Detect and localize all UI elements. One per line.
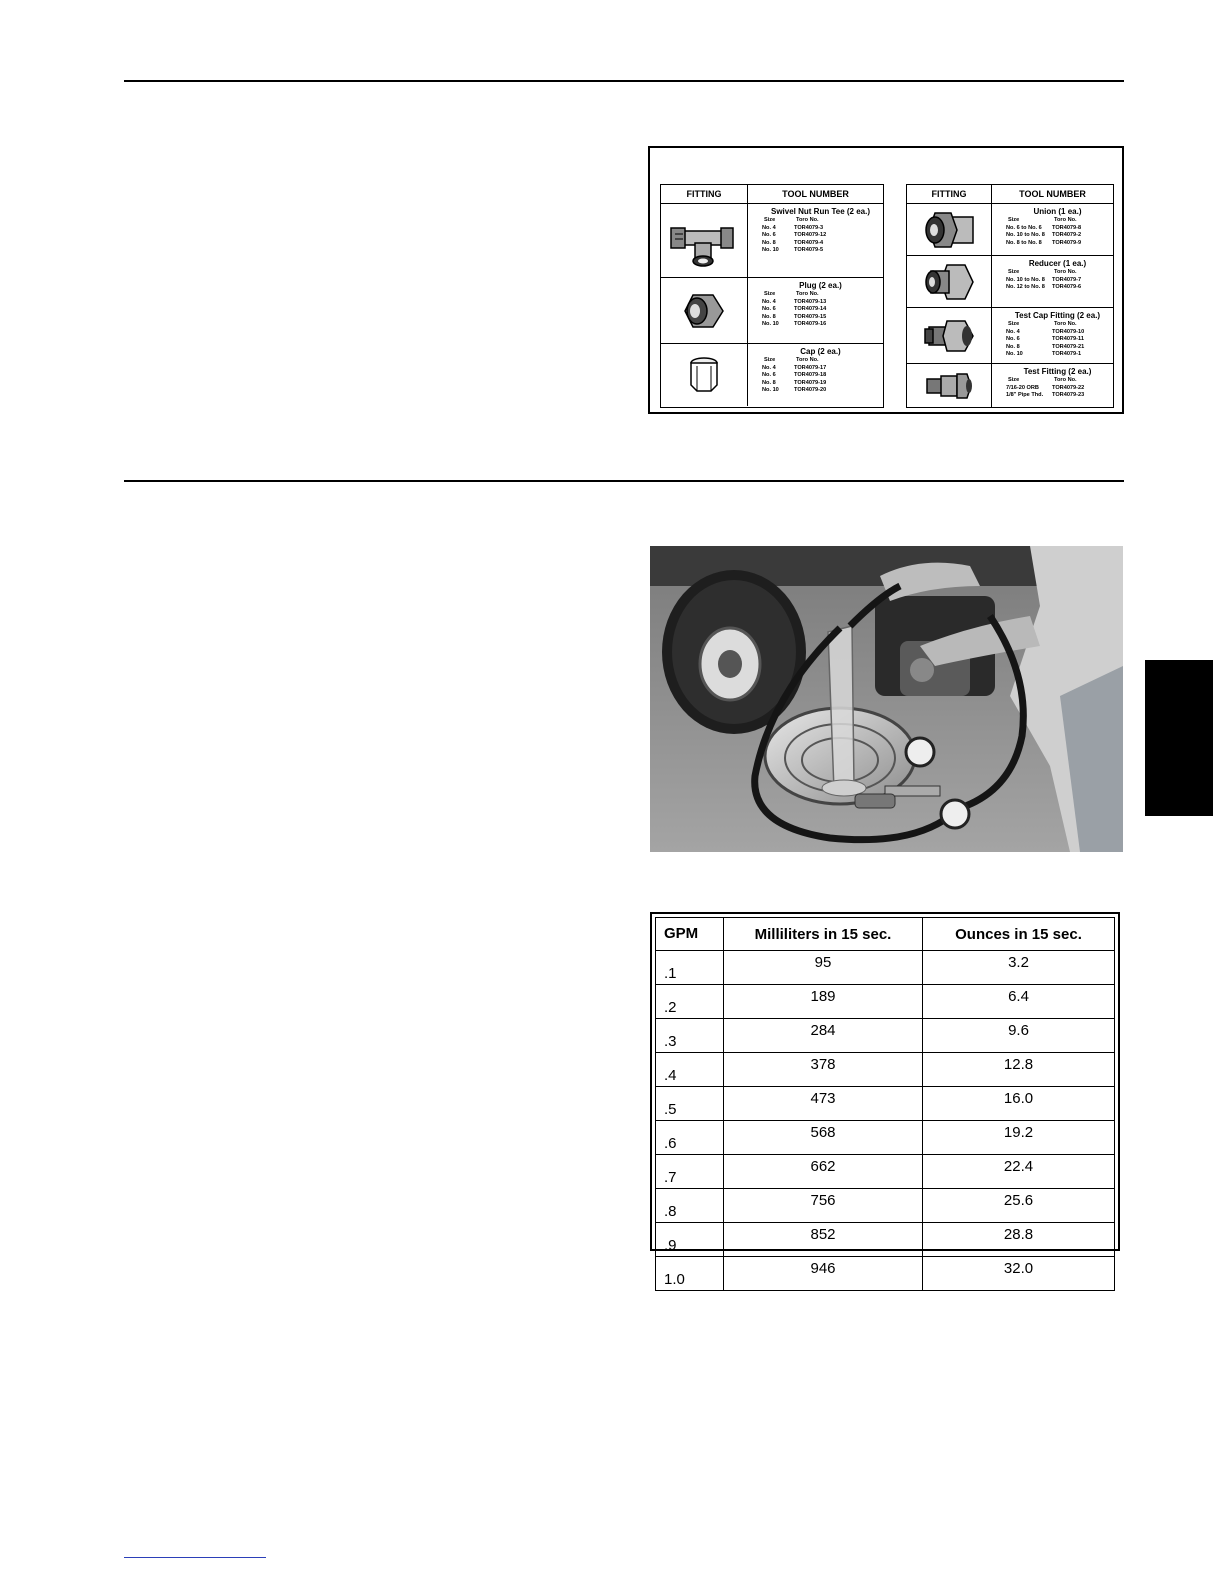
toro-no-label: Toro No. xyxy=(796,357,819,363)
part-number: TOR4079-13 xyxy=(794,298,827,305)
part-number: TOR4079-23 xyxy=(1052,392,1085,399)
table-row xyxy=(656,1087,1115,1121)
part-line xyxy=(762,232,879,240)
ounces-cell: 3.2 xyxy=(923,951,1115,985)
part-line xyxy=(1006,385,1109,393)
milliliters-cell: 662 xyxy=(724,1155,923,1189)
ounces-cell: 25.6 xyxy=(923,1189,1115,1223)
size-label: Size xyxy=(1008,321,1020,327)
toro-no-label: Toro No. xyxy=(796,217,819,223)
fitting-table-header xyxy=(661,185,883,204)
size-value: No. 6 xyxy=(762,372,776,379)
fitting-row-plug xyxy=(661,278,883,344)
size-header-line xyxy=(762,357,879,365)
part-line xyxy=(762,387,879,395)
part-number: TOR4079-20 xyxy=(794,387,827,394)
size-header-line xyxy=(1006,269,1109,277)
part-number: TOR4079-10 xyxy=(1052,328,1085,335)
milliliters-column-header: Milliliters in 15 sec. xyxy=(724,918,923,951)
part-line xyxy=(1006,284,1109,292)
gpm-cell: .3 xyxy=(656,1019,724,1053)
part-number: TOR4079-22 xyxy=(1052,384,1085,391)
size-label: Size xyxy=(1008,217,1020,223)
gpm-cell: .4 xyxy=(656,1053,724,1087)
section-tab-marker xyxy=(1145,660,1213,816)
swivel-nut-run-tee-icon xyxy=(661,204,748,277)
flow-conversion-table xyxy=(650,912,1120,1288)
fitting-row-union xyxy=(907,204,1113,256)
size-value: No. 4 xyxy=(1006,328,1020,335)
part-line xyxy=(1006,351,1109,359)
top-rule xyxy=(124,80,1124,82)
part-number: TOR4079-19 xyxy=(794,379,827,386)
size-value: No. 8 xyxy=(762,313,776,320)
table-row xyxy=(656,1155,1115,1189)
ounces-cell: 6.4 xyxy=(923,985,1115,1019)
part-line xyxy=(762,247,879,255)
part-number: TOR4079-9 xyxy=(1052,239,1082,246)
gpm-cell: .2 xyxy=(656,985,724,1019)
gpm-cell: .8 xyxy=(656,1189,724,1223)
toro-no-label: Toro No. xyxy=(1054,377,1077,383)
part-line xyxy=(1006,277,1109,285)
size-value: No. 4 xyxy=(762,298,776,305)
part-number: TOR4079-21 xyxy=(1052,343,1085,350)
ounces-cell: 22.4 xyxy=(923,1155,1115,1189)
fitting-table-left xyxy=(660,184,884,408)
flow-table xyxy=(655,917,1115,1291)
fitting-column-header: FITTING xyxy=(661,185,748,203)
part-number: TOR4079-16 xyxy=(794,321,827,328)
size-value: No. 4 xyxy=(762,224,776,231)
table-row xyxy=(656,1189,1115,1223)
ounces-column-header: Ounces in 15 sec. xyxy=(923,918,1115,951)
ounces-cell: 28.8 xyxy=(923,1223,1115,1257)
fitting-column-header: FITTING xyxy=(907,185,992,203)
fitting-row-cap xyxy=(661,344,883,406)
table-row xyxy=(656,1121,1115,1155)
part-number: TOR4079-4 xyxy=(794,239,824,246)
part-line xyxy=(1006,336,1109,344)
fitting-title: Test Cap Fitting (2 ea.) xyxy=(1014,311,1101,320)
size-header-line xyxy=(762,217,879,225)
part-line xyxy=(762,372,879,380)
part-number: TOR4079-2 xyxy=(1052,232,1082,239)
ounces-cell: 9.6 xyxy=(923,1019,1115,1053)
part-line xyxy=(762,321,879,329)
size-value: No. 10 xyxy=(762,321,779,328)
fitting-title: Test Fitting (2 ea.) xyxy=(1023,367,1092,376)
ounces-cell: 12.8 xyxy=(923,1053,1115,1087)
part-line xyxy=(1006,392,1109,400)
part-line xyxy=(762,299,879,307)
fitting-table-right xyxy=(906,184,1114,408)
gpm-cell: 1.0 xyxy=(656,1257,724,1291)
table-row xyxy=(656,1019,1115,1053)
size-value: No. 6 xyxy=(762,232,776,239)
size-value: No. 8 xyxy=(762,239,776,246)
part-number: TOR4079-6 xyxy=(1052,284,1082,291)
milliliters-cell: 378 xyxy=(724,1053,923,1087)
size-label: Size xyxy=(764,291,776,297)
gpm-cell: .6 xyxy=(656,1121,724,1155)
size-header-line xyxy=(1006,217,1109,225)
size-value: No. 10 xyxy=(1006,351,1023,358)
milliliters-cell: 284 xyxy=(724,1019,923,1053)
part-number: TOR4079-8 xyxy=(1052,224,1082,231)
part-number: TOR4079-5 xyxy=(794,247,824,254)
size-value: 1/8" Pipe Thd. xyxy=(1006,392,1044,399)
part-line xyxy=(762,306,879,314)
fitting-row-test-cap xyxy=(907,308,1113,364)
size-value: No. 10 xyxy=(762,387,779,394)
size-header-line xyxy=(1006,321,1109,329)
toro-no-label: Toro No. xyxy=(1054,269,1077,275)
size-value: No. 6 to No. 6 xyxy=(1006,224,1042,231)
size-value: No. 8 to No. 8 xyxy=(1006,239,1042,246)
fitting-kit-chart xyxy=(648,146,1124,414)
size-label: Size xyxy=(1008,269,1020,275)
size-value: No. 6 xyxy=(1006,336,1020,343)
milliliters-cell: 568 xyxy=(724,1121,923,1155)
tool-number-column-header: TOOL NUMBER xyxy=(782,189,849,199)
part-line xyxy=(1006,225,1109,233)
size-value: 7/16-20 ORB xyxy=(1006,384,1039,391)
part-number: TOR4079-17 xyxy=(794,364,827,371)
size-label: Size xyxy=(764,217,776,223)
size-label: Size xyxy=(764,357,776,363)
fitting-title: Swivel Nut Run Tee (2 ea.) xyxy=(771,207,870,216)
test-fitting-icon xyxy=(907,364,992,408)
part-line xyxy=(762,365,879,373)
size-value: No. 6 xyxy=(762,306,776,313)
gpm-cell: .9 xyxy=(656,1223,724,1257)
milliliters-cell: 946 xyxy=(724,1257,923,1291)
toro-no-label: Toro No. xyxy=(796,291,819,297)
part-line xyxy=(1006,232,1109,240)
size-label: Size xyxy=(1008,377,1020,383)
size-value: No. 10 xyxy=(762,247,779,254)
footnote-link-rule xyxy=(124,1557,266,1558)
fitting-table-header xyxy=(907,185,1113,204)
part-number: TOR4079-12 xyxy=(794,232,827,239)
part-line xyxy=(762,240,879,248)
part-number: TOR4079-14 xyxy=(794,306,827,313)
size-value: No. 10 to No. 8 xyxy=(1006,232,1045,239)
part-number: TOR4079-15 xyxy=(794,313,827,320)
flow-test-photo xyxy=(650,546,1123,852)
milliliters-cell: 189 xyxy=(724,985,923,1019)
part-line xyxy=(762,380,879,388)
milliliters-cell: 756 xyxy=(724,1189,923,1223)
gpm-cell: .5 xyxy=(656,1087,724,1121)
part-number: TOR4079-3 xyxy=(794,224,824,231)
part-number: TOR4079-7 xyxy=(1052,276,1082,283)
size-value: No. 4 xyxy=(762,364,776,371)
size-header-line xyxy=(1006,377,1109,385)
gpm-column-header: GPM xyxy=(656,918,724,951)
table-row xyxy=(656,1223,1115,1257)
union-icon xyxy=(907,204,992,255)
part-line xyxy=(1006,344,1109,352)
fitting-title: Plug (2 ea.) xyxy=(799,281,842,290)
fitting-title: Union (1 ea.) xyxy=(1033,207,1082,216)
fitting-title: Reducer (1 ea.) xyxy=(1028,259,1087,268)
size-value: No. 10 to No. 8 xyxy=(1006,276,1045,283)
fitting-title: Cap (2 ea.) xyxy=(800,347,841,356)
milliliters-cell: 852 xyxy=(724,1223,923,1257)
gpm-cell: .7 xyxy=(656,1155,724,1189)
part-line xyxy=(762,225,879,233)
section-rule xyxy=(124,480,1124,482)
tool-number-column-header: TOOL NUMBER xyxy=(1019,189,1086,199)
plug-icon xyxy=(661,278,748,343)
ounces-cell: 32.0 xyxy=(923,1257,1115,1291)
milliliters-cell: 95 xyxy=(724,951,923,985)
part-line xyxy=(1006,240,1109,248)
cap-icon xyxy=(661,344,748,406)
gpm-cell: .1 xyxy=(656,951,724,985)
toro-no-label: Toro No. xyxy=(1054,321,1077,327)
part-line xyxy=(762,314,879,322)
part-line xyxy=(1006,329,1109,337)
test-cap-fitting-icon xyxy=(907,308,992,363)
table-row xyxy=(656,1053,1115,1087)
ounces-cell: 19.2 xyxy=(923,1121,1115,1155)
reducer-icon xyxy=(907,256,992,307)
part-number: TOR4079-18 xyxy=(794,372,827,379)
size-value: No. 8 xyxy=(762,379,776,386)
fitting-row-reducer xyxy=(907,256,1113,308)
table-row xyxy=(656,951,1115,985)
size-value: No. 12 to No. 8 xyxy=(1006,284,1045,291)
size-header-line xyxy=(762,291,879,299)
part-number: TOR4079-11 xyxy=(1052,336,1084,343)
toro-no-label: Toro No. xyxy=(1054,217,1077,223)
table-row xyxy=(656,985,1115,1019)
fitting-row-test-fitting xyxy=(907,364,1113,408)
part-number: TOR4079-1 xyxy=(1052,351,1082,358)
table-row xyxy=(656,1257,1115,1291)
size-value: No. 8 xyxy=(1006,343,1020,350)
ounces-cell: 16.0 xyxy=(923,1087,1115,1121)
flow-table-header xyxy=(656,918,1115,951)
fitting-row-swivel-tee xyxy=(661,204,883,278)
milliliters-cell: 473 xyxy=(724,1087,923,1121)
